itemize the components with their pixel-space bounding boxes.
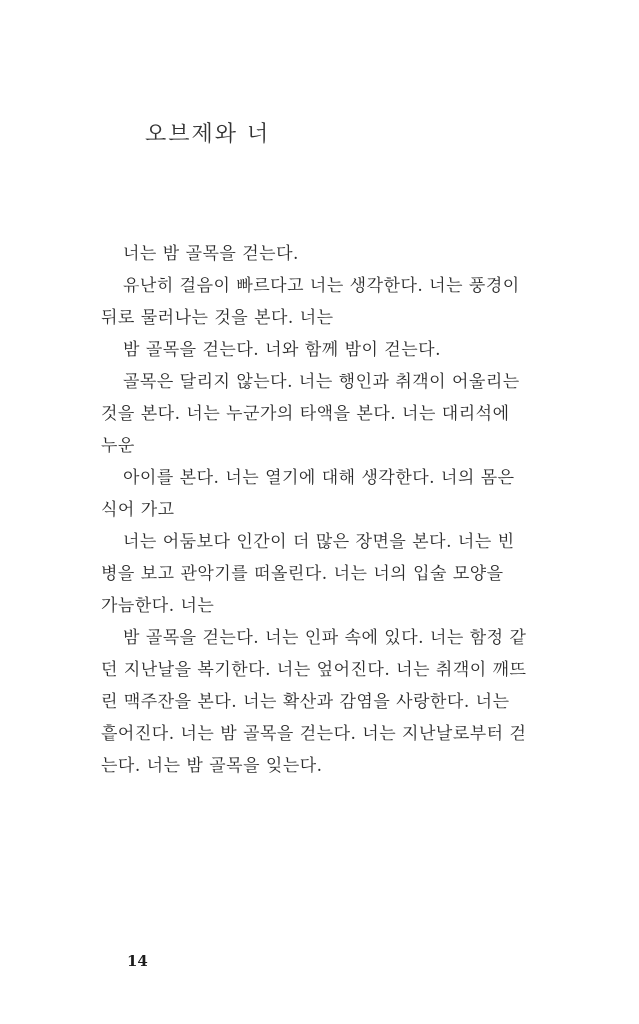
poem-line: 흩어진다. 너는 밤 골목을 걷는다. 너는 지난날로부터 걷	[101, 724, 527, 744]
poem-line: 너는 밤 골목을 걷는다.	[123, 244, 299, 264]
poem-line: 는다. 너는 밤 골목을 잊는다.	[101, 756, 323, 776]
poem-line: 뒤로 물러나는 것을 본다. 너는	[101, 308, 334, 328]
poem-line: 린 맥주잔을 본다. 너는 확산과 감염을 사랑한다. 너는	[101, 692, 510, 712]
poem-line: 식어 가고	[101, 500, 175, 520]
poem-line: 밤 골목을 걷는다. 너와 함께 밤이 걷는다.	[123, 340, 441, 360]
poem-line: 밤 골목을 걷는다. 너는 인파 속에 있다. 너는 함정 같	[123, 628, 527, 648]
poem-line: 던 지난날을 복기한다. 너는 엎어진다. 너는 취객이 깨뜨	[101, 660, 527, 680]
poem-line: 병을 보고 관악기를 떠올린다. 너는 너의 입술 모양을	[101, 564, 504, 584]
poem-line: 골목은 달리지 않는다. 너는 행인과 취객이 어울리는	[123, 372, 520, 392]
poem-line: 너는 어둠보다 인간이 더 많은 장면을 본다. 너는 빈	[123, 532, 515, 552]
poem-line: 것을 본다. 너는 누군가의 타액을 본다. 너는 대리석에	[101, 404, 510, 424]
poem-line: 아이를 본다. 너는 열기에 대해 생각한다. 너의 몸은	[123, 468, 515, 488]
page-title: 오브제와 너	[145, 122, 271, 147]
poem-line: 유난히 걸음이 빠르다고 너는 생각한다. 너는 풍경이	[123, 276, 520, 296]
poem-line: 가늠한다. 너는	[101, 596, 215, 616]
poem-line: 누운	[101, 436, 135, 456]
poem-body	[101, 238, 541, 782]
page-number: 14	[127, 952, 148, 970]
